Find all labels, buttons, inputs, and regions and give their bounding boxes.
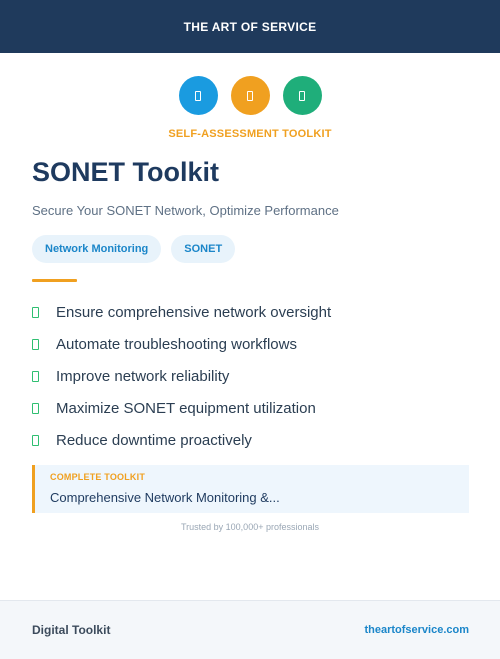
- list-item: [32, 360, 331, 392]
- page-subtitle: Secure Your SONET Network, Optimize Performance: [32, 203, 339, 218]
- check-icon: [32, 339, 39, 350]
- feature-text: Improve network reliability: [56, 367, 230, 385]
- accent-divider: [32, 279, 77, 282]
- kicker-label: SELF-ASSESSMENT TOOLKIT: [168, 128, 332, 140]
- tag-network-monitoring[interactable]: Network Monitoring: [32, 235, 161, 263]
- footer-website-link[interactable]: theartofservice.com: [364, 624, 469, 636]
- feature-text: Automate troubleshooting workflows: [56, 335, 297, 353]
- callout-text: Comprehensive Network Monitoring &...: [50, 490, 280, 505]
- document-icon-blue: [179, 76, 218, 115]
- feature-list: [32, 296, 331, 456]
- document-icon: [247, 91, 253, 101]
- feature-text: Maximize SONET equipment utilization: [56, 399, 316, 417]
- footer-label: Digital Toolkit: [32, 623, 111, 637]
- list-item: [32, 424, 331, 456]
- feature-text: Reduce downtime proactively: [56, 431, 252, 449]
- footer-bar: [0, 600, 500, 659]
- tag-sonet[interactable]: SONET: [171, 235, 235, 263]
- complete-toolkit-callout[interactable]: [32, 465, 469, 513]
- callout-label: COMPLETE TOOLKIT: [50, 472, 146, 482]
- feature-text: Ensure comprehensive network oversight: [56, 303, 332, 321]
- page-title: SONET Toolkit: [32, 157, 219, 187]
- list-item: [32, 296, 331, 328]
- top-header-bar: [0, 0, 500, 53]
- check-icon: [32, 307, 39, 318]
- document-icon-orange: [231, 76, 270, 115]
- document-icon: [299, 91, 305, 101]
- check-icon: [32, 435, 39, 446]
- icon-row: [0, 76, 500, 115]
- document-icon-green: [283, 76, 322, 115]
- trusted-note: Trusted by 100,000+ professionals: [180, 522, 319, 532]
- tag-list: [32, 235, 235, 263]
- check-icon: [32, 371, 39, 382]
- list-item: [32, 328, 331, 360]
- list-item: [32, 392, 331, 424]
- check-icon: [32, 403, 39, 414]
- brand-title: THE ART OF SERVICE: [183, 19, 317, 34]
- document-icon: [195, 91, 201, 101]
